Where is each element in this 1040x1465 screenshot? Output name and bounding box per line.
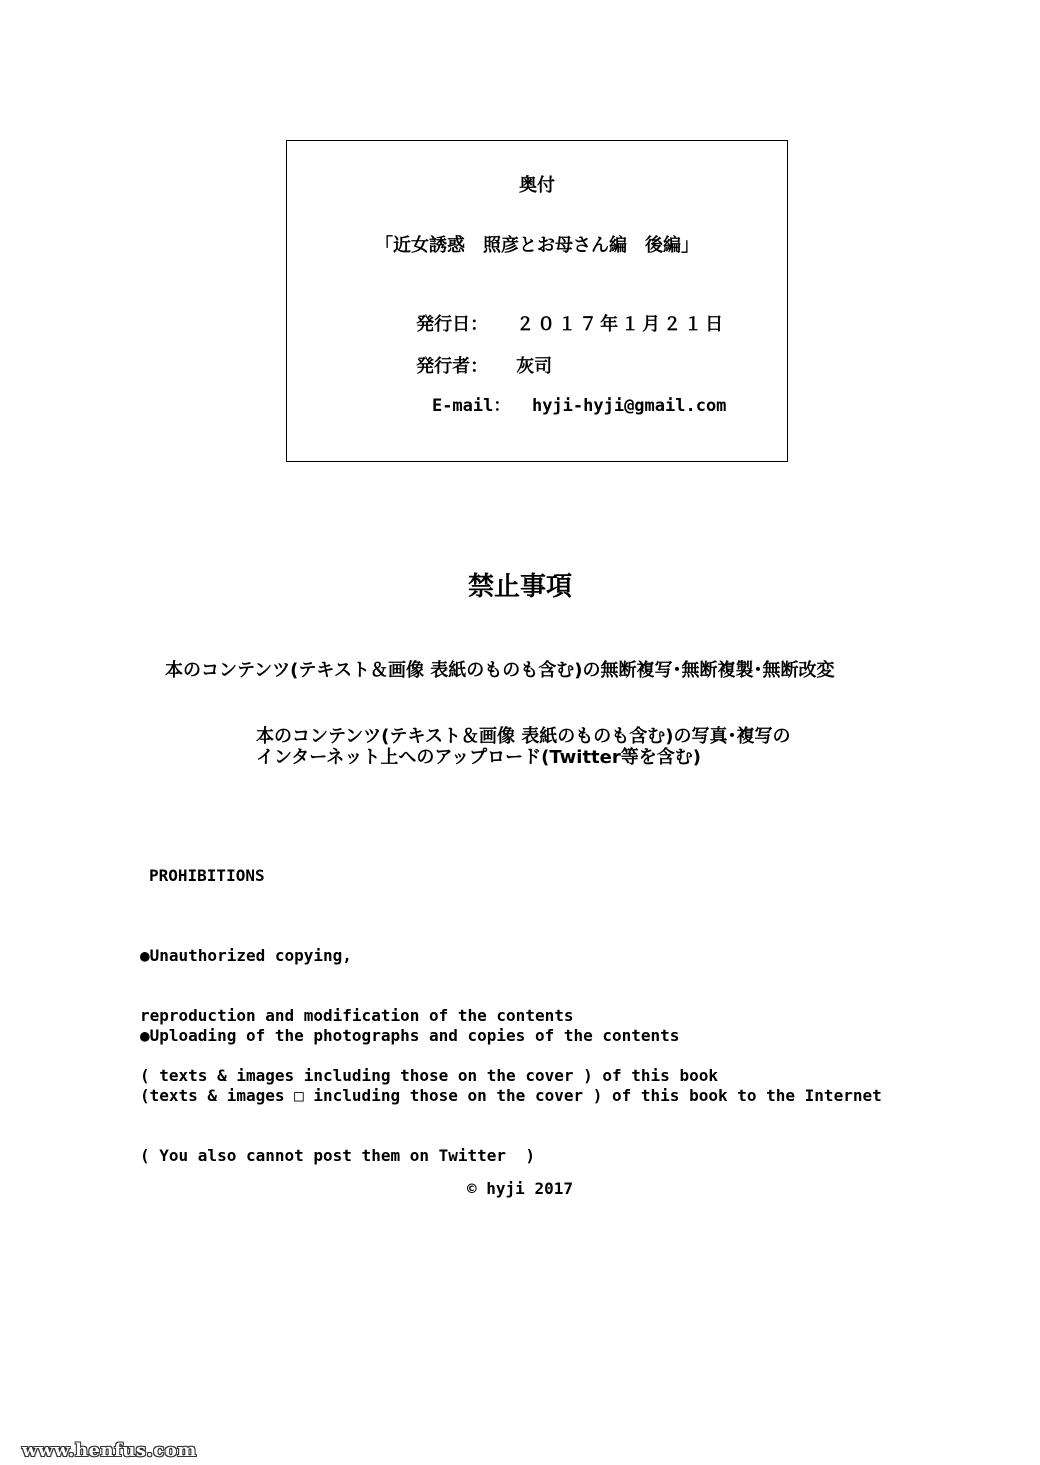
copyright-notice: © hyji 2017 xyxy=(467,1179,573,1198)
prohibition-ja-line-2: 本のコンテンツ(テキスト＆画像 表紙のものも含む)の写真･複写の xyxy=(256,726,791,747)
site-watermark: www.henfus.com xyxy=(22,1440,197,1461)
publisher-value: 灰司 xyxy=(516,356,553,377)
prohibition-en-item-1-line-3: ( texts & images including those on the cover ) of this book xyxy=(140,1066,718,1085)
publish-date-label: 発行日： xyxy=(416,314,489,335)
colophon-box xyxy=(286,140,788,462)
prohibitions-en-title: PROHIBITIONS xyxy=(149,866,265,885)
prohibition-en-item-2-line-3: ( You also cannot post them on Twitter ) xyxy=(140,1146,535,1165)
email-label: E-mail： xyxy=(431,396,511,416)
prohibitions-ja-title: 禁止事項 xyxy=(467,572,572,602)
email-row xyxy=(391,371,726,436)
prohibition-en-item-2-line-1: ●Uploading of the photographs and copies of the contents xyxy=(140,1026,680,1045)
prohibition-en-item-2-line-2: (texts & images □ including those on the cover ) of this book to the Internet xyxy=(140,1086,882,1105)
prohibition-ja-line-1: 本のコンテンツ(テキスト＆画像 表紙のものも含む)の無断複写･無断複製･無断改変 xyxy=(165,660,835,681)
prohibition-en-item-1-line-2: reproduction and modification of the contents xyxy=(140,1006,574,1025)
publish-date-value: ２０１７年１月２１日 xyxy=(516,314,727,335)
prohibition-en-item-2 xyxy=(140,986,882,1186)
prohibition-en-item-1-line-1: ●Unauthorized copying, xyxy=(140,946,352,965)
colophon-title: 奥付 xyxy=(519,175,555,196)
work-title: 「近女誘惑 照彦とお母さん編 後編」 xyxy=(375,235,699,256)
prohibition-ja-line-3: インターネット上へのアップロード(Twitter等を含む) xyxy=(256,747,701,768)
email-value: hyji-hyji@gmail.com xyxy=(531,396,727,416)
publisher-label: 発行者： xyxy=(416,356,489,377)
